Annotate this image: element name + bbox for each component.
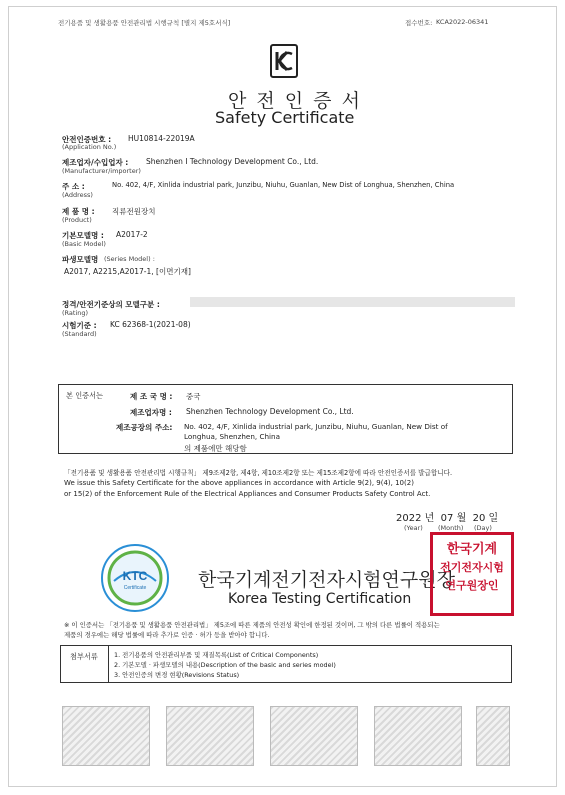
security-pattern-4 [374,706,462,766]
country-label: 제 조 국 명 : [130,392,173,401]
title-english: Safety Certificate [215,108,355,127]
standard-label: 시험기준 : [62,321,97,330]
issue-date [396,509,498,524]
maker-label: 제조업자명 : [130,408,172,417]
attachments-divider [108,645,109,683]
title-korean: 안 전 인 증 서 [228,90,362,112]
basic-model-sub: (Basic Model) [62,240,106,248]
ktc-logo-sub: Certificate [123,585,147,591]
statement-english-1: We issue this Safety Certificate for the above appliances in accordance with Article 9(2), 9(4), 10(2) [64,479,414,487]
attachments-label: 첨부서류 [70,652,98,661]
date-month-ko: 월 [456,513,467,524]
security-pattern-5 [476,706,510,766]
factory-line2: Longhua, Shenzhen, China [184,432,280,441]
applies-text: 의 제품에만 해당함 [184,444,247,453]
security-pattern-2 [166,706,254,766]
manufacturer-label: 제조업자/수입업자 : [62,158,129,167]
date-year-ko: 년 [424,513,435,524]
address-label: 주 소 : [62,182,85,191]
date-year-en: (Year) [404,524,423,532]
issuer-korean: 한국기계전기전자시험연구원장 [198,569,455,591]
note-line-2: 제품의 경우에는 해당 법률에 따라 추가로 인증 · 허가 등을 받아야 합니다. [64,631,270,639]
ktc-logo [100,543,170,613]
form-note: 전기용품 및 생활용품 안전관리법 시행규칙 [별지 제5호서식] [58,19,231,27]
standard-value: KC 62368-1(2021-08) [110,320,191,329]
date-day-en: (Day) [474,524,492,532]
series-label-en: (Series Model) : [104,255,155,263]
rating-sub: (Rating) [62,309,89,317]
factory-label: 제조공장의 주소: [116,423,173,432]
manufacturer-sub: (Manufacturer/importer) [62,167,141,175]
series-value: A2017, A2215,A2017-1, [이면기재] [64,267,191,276]
statement-korean: 「전기용품 및 생활용품 안전관리법 시행규칙」 제9조제2항, 제4항, 제10조제2항 또는 제15조제2항에 따라 안전인증서를 발급합니다. [64,469,453,477]
note-line-1: ※ 이 인증서는 「전기용품 및 생활용품 안전관리법」 제5조에 따른 제품의 안전성 확인에 한정된 것이며, 그 밖의 다른 법률이 적용되는 [64,621,440,629]
seal-line-3: 연구원장인 [445,579,499,592]
statement-english-2: or 15(2) of the Enforcement Rule of the Electrical Appliances and Consumer Products Safety Control Act. [64,490,431,498]
date-day: 20 [472,513,486,524]
attachment-item-1: 1. 전기용품의 안전관리부품 및 재질목록(List of Critical Components) [114,651,319,659]
basic-model-label: 기본모델명 : [62,231,104,240]
official-seal [430,532,514,616]
seal-line-1: 한국기계 [446,542,498,557]
product-sub: (Product) [62,216,92,224]
product-label: 제 품 명 : [62,207,95,216]
address-value: No. 402, 4/F, Xinlida industrial park, Junzibu, Niuhu, Guanlan, New Dist of Longhua, Shenzhen, China [112,181,455,189]
ktc-logo-text: KTC [122,569,148,583]
factory-line1: No. 402, 4/F, Xinlida industrial park, Junzibu, Niuhu, Guanlan, New Dist of [184,422,448,431]
issuer-english: Korea Testing Certification [228,591,412,607]
attachment-item-3: 3. 안전인증의 변경 현황(Revisions Status) [114,671,240,679]
rating-label: 정격/안전기준상의 모델구분 : [62,300,160,309]
basic-model-value: A2017-2 [116,230,148,239]
manufacturer-value: Shenzhen I Technology Development Co., Ltd. [146,157,319,166]
maker-value: Shenzhen Technology Development Co., Ltd. [186,407,354,416]
date-year: 2022 [396,513,422,524]
series-label: 파생모델명 [62,255,99,264]
cert-no-value: HU10814-22019A [128,134,195,143]
date-month-en: (Month) [438,524,464,532]
seal-line-2: 전기전자시험 [440,561,504,574]
rating-value-redacted [190,297,515,307]
product-value: 직류전원장치 [112,207,156,216]
security-pattern-3 [270,706,358,766]
country-value: 중국 [186,392,201,401]
receipt-number: KCA2022-06341 [436,18,489,26]
standard-sub: (Standard) [62,330,97,338]
address-sub: (Address) [62,191,93,199]
receipt-label: 접수번호: [405,19,433,27]
cert-no-label: 안전인증번호 : [62,135,112,144]
security-pattern-1 [62,706,150,766]
cert-no-sub: (Application No.) [62,143,117,151]
box-intro: 본 인증서는 [66,391,104,400]
date-month: 07 [440,513,454,524]
attachment-item-2: 2. 기본모델 · 파생모델의 내용(Description of the basic and series model) [114,661,336,669]
date-day-ko: 일 [488,513,499,524]
factory-info-box [58,384,513,454]
kc-mark-icon [270,44,298,78]
